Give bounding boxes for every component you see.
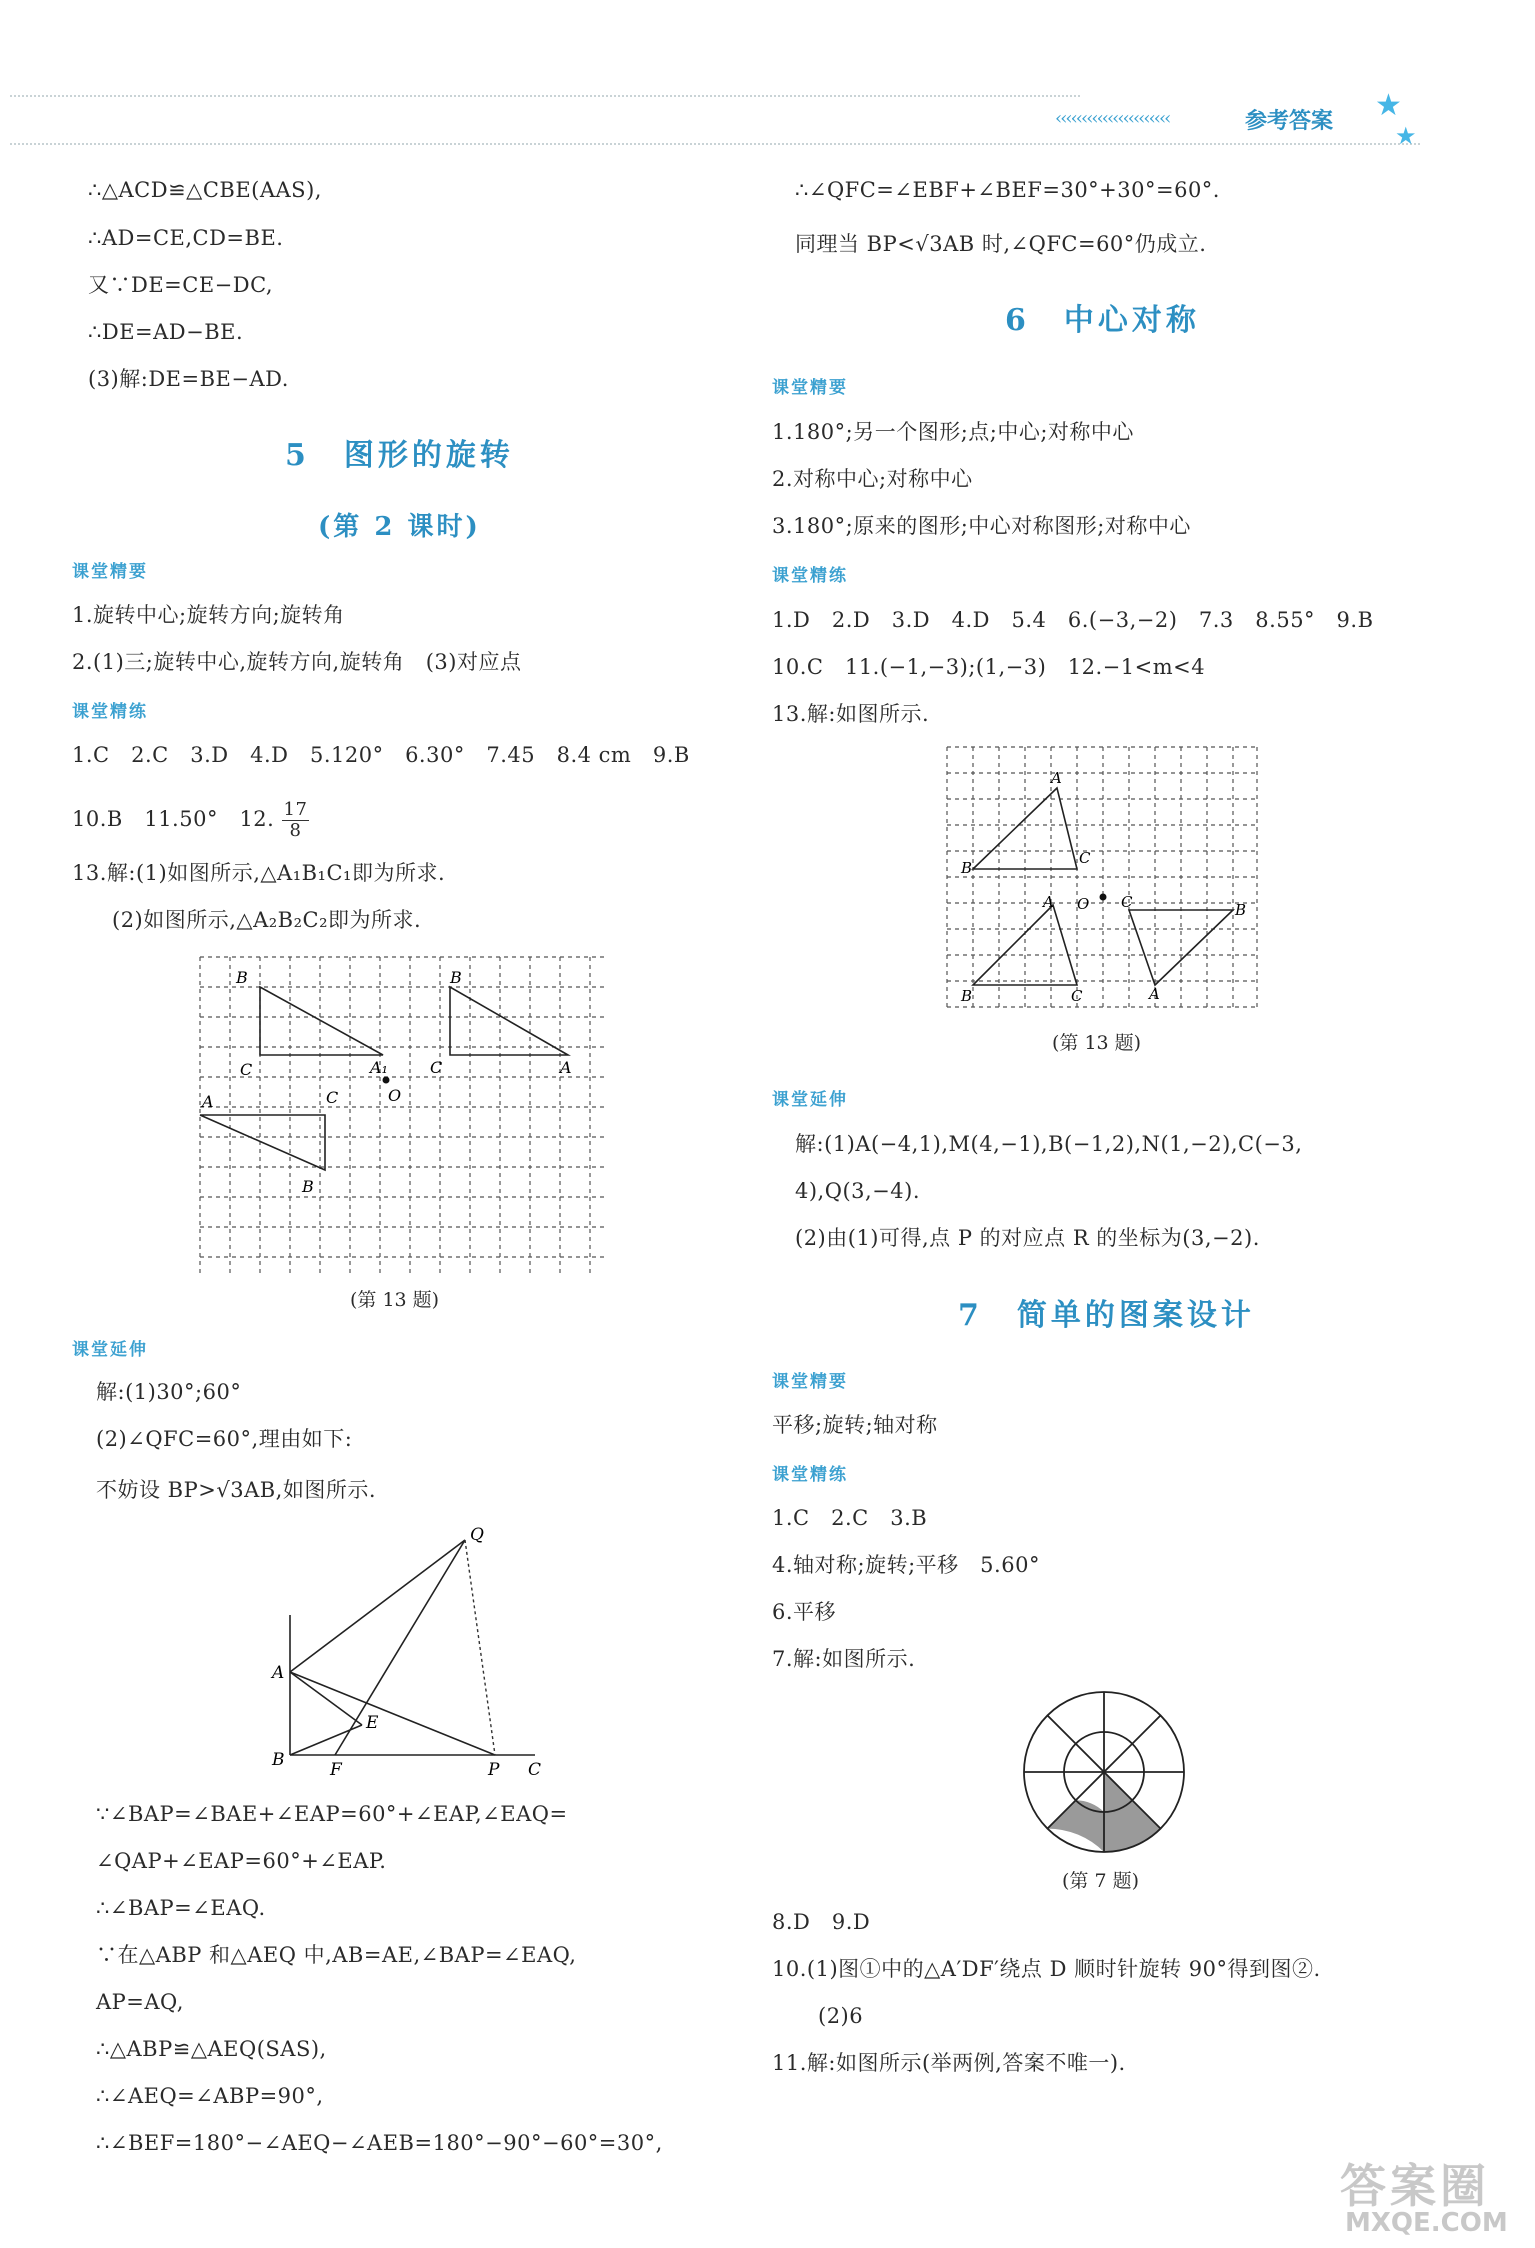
r-label-a1: A: [1043, 893, 1054, 911]
right-label-jinglian: 课堂精练: [772, 566, 848, 586]
proof-line-4: ∵在△ABP 和△AEQ 中,AB=AE,∠BAP=∠EAQ,: [96, 1943, 577, 1967]
label-c1: C: [430, 1058, 443, 1077]
left-jingyao-2: 2.(1)三;旋转中心,旋转方向,旋转角 (3)对应点: [72, 650, 522, 674]
right-jingyao-2: 2.对称中心;对称中心: [772, 467, 973, 491]
r-label-a: A: [1051, 769, 1062, 787]
r-label-o: O: [1077, 895, 1090, 913]
triangle-a1b1c1: [450, 987, 568, 1055]
proof-line-2: ∠QAP+∠EAP=60°+∠EAP.: [96, 1849, 387, 1873]
caption-7: (第 7 题): [1062, 1870, 1139, 1892]
left-yanshen-3: 不妨设 BP>√3AB,如图所示.: [96, 1478, 377, 1502]
right-label-jingyao-7: 课堂精要: [772, 1372, 848, 1392]
left-caption-13: (第 13 题): [350, 1289, 440, 1311]
left-yanshen-2: (2)∠QFC=60°,理由如下:: [96, 1427, 353, 1451]
right-jingyao-3: 3.180°;原来的图形;中心对称图形;对称中心: [772, 514, 1191, 538]
label-a: A₁: [370, 1058, 388, 1077]
right-jinglian7-4: 7.解:如图所示.: [772, 1647, 916, 1671]
geo-label-e: E: [366, 1713, 379, 1733]
proof-line-8: ∴∠BEF=180°−∠AEQ−∠AEB=180°−90°−60°=30°,: [96, 2131, 663, 2155]
section-6-title: 6 中心对称: [1005, 303, 1200, 338]
label-ketang-jinglian: 课堂精练: [72, 702, 148, 722]
r-label-c2: C: [1071, 987, 1083, 1005]
geo-label-f: F: [330, 1760, 342, 1780]
left-jinglian-2: [72, 800, 309, 841]
right-jinglian-2: 10.C 11.(−1,−3);(1,−3) 12.−1<m<4: [772, 655, 1206, 679]
left-yanshen-1: 解:(1)30°;60°: [96, 1380, 242, 1404]
right-line-1: ∴∠QFC=∠EBF+∠BEF=30°+30°=60°.: [795, 178, 1220, 202]
geo-label-p: P: [488, 1760, 500, 1780]
right-jingyao7: 平移;旋转;轴对称: [772, 1413, 938, 1437]
right-jingyao-1: 1.180°;另一个图形;点;中心;对称中心: [772, 420, 1134, 444]
right-label-jingyao: 课堂精要: [772, 378, 848, 398]
point-o: [383, 1077, 390, 1084]
right-yanshen-2: 4),Q(3,−4).: [795, 1179, 920, 1203]
star-icon: ★: [1375, 88, 1402, 123]
label-ketang-yanshen: 课堂延伸: [72, 1340, 148, 1360]
right-tail-1: 8.D 9.D: [772, 1910, 871, 1934]
section-5-title: 5 图形的旋转: [285, 438, 514, 473]
right-jinglian7-1: 1.C 2.C 3.B: [772, 1506, 928, 1530]
right-jinglian-1: 1.D 2.D 3.D 4.D 5.4 6.(−3,−2) 7.3 8.55° 9.B: [772, 608, 1374, 632]
r-label-c1: C: [1121, 893, 1133, 911]
star-icon-small: ★: [1395, 122, 1417, 150]
geo-label-q: Q: [470, 1525, 484, 1545]
r-label-b1: B: [1235, 901, 1247, 919]
left-jinglian-1: 1.C 2.C 3.D 4.D 5.120° 6.30° 7.45 8.4 cm 9.B: [72, 743, 690, 767]
left-jingyao-1: 1.旋转中心;旋转方向;旋转角: [72, 603, 345, 627]
header-dotted-rule-2: [10, 143, 1420, 145]
label-a1: A: [560, 1058, 572, 1077]
label-b1: B: [450, 968, 462, 987]
segment-aq: [290, 1540, 465, 1672]
right-yanshen-3: (2)由(1)可得,点 P 的对应点 R 的坐标为(3,−2).: [795, 1226, 1260, 1250]
left-line-3: 又∵DE=CE−DC,: [88, 273, 274, 297]
label-b2: B: [302, 1177, 314, 1196]
left-q13-b: (2)如图所示,△A₂B₂C₂即为所求.: [112, 908, 422, 932]
triangle-abc: [260, 987, 383, 1055]
geometry-figure: [260, 1520, 560, 1790]
left-line-4: ∴DE=AD−BE.: [88, 320, 244, 344]
r-label-b: B: [961, 859, 973, 877]
label-ketang-jingyao: 课堂精要: [72, 562, 148, 582]
watermark-logo: 答案圈: [1340, 2159, 1490, 2213]
watermark-site: MXQE.COM: [1345, 2208, 1508, 2238]
proof-line-1: ∵∠BAP=∠BAE+∠EAP=60°+∠EAP,∠EAQ=: [96, 1802, 568, 1826]
label-a2: A: [202, 1092, 214, 1111]
header-dotted-rule: [10, 95, 1080, 97]
r-label-b2: B: [961, 987, 973, 1005]
geo-label-b: B: [272, 1750, 285, 1770]
right-label-jinglian-7: 课堂精练: [772, 1465, 848, 1485]
fraction-denominator: 8: [289, 820, 302, 841]
label-c2: C: [326, 1088, 339, 1107]
proof-line-3: ∴∠BAP=∠EAQ.: [96, 1896, 266, 1920]
circle-pattern-figure: [1022, 1690, 1186, 1854]
grid-lines: [947, 747, 1257, 1007]
proof-line-6: ∴△ABP≌△AEQ(SAS),: [96, 2037, 327, 2061]
fraction-numerator: 17: [283, 799, 308, 820]
label-b: B: [236, 968, 248, 987]
segment-qp: [465, 1540, 495, 1755]
proof-line-7: ∴∠AEQ=∠ABP=90°,: [96, 2084, 324, 2108]
r-label-c: C: [1079, 849, 1091, 867]
r-label-a2: A: [1149, 985, 1160, 1003]
right-line-2: 同理当 BP<√3AB 时,∠QFC=60°仍成立.: [795, 232, 1207, 256]
triangle-a2b2c2: [200, 1115, 325, 1170]
left-jinglian-2-text: 10.B 11.50° 12.: [72, 807, 275, 831]
right-tail-2: 10.(1)图①中的△A′DF′绕点 D 顺时针旋转 90°得到图②.: [772, 1957, 1321, 1981]
right-grid-figure: [945, 745, 1259, 1011]
right-tail-3: (2)6: [818, 2004, 864, 2028]
right-tail-4: 11.解:如图所示(举两例,答案不唯一).: [772, 2051, 1126, 2075]
proof-line-5: AP=AQ,: [96, 1990, 184, 2014]
geo-label-a: A: [272, 1663, 285, 1683]
left-line-5: (3)解:DE=BE−AD.: [88, 367, 289, 391]
geo-label-c: C: [528, 1760, 542, 1780]
segment-fq: [335, 1540, 465, 1755]
right-jinglian-3: 13.解:如图所示.: [772, 702, 930, 726]
header-chevrons: ‹‹‹‹‹‹‹‹‹‹‹‹‹‹‹‹‹‹‹‹‹‹: [1055, 108, 1170, 129]
right-jinglian7-3: 6.平移: [772, 1600, 837, 1624]
segment-ae: [290, 1672, 362, 1725]
left-q13-a: 13.解:(1)如图所示,△A₁B₁C₁即为所求.: [72, 861, 446, 885]
label-o: O: [388, 1086, 402, 1105]
section-7-title: 7 简单的图案设计: [958, 1298, 1255, 1333]
left-line-2: ∴AD=CE,CD=BE.: [88, 226, 284, 250]
section-5-subtitle: (第 2 课时): [318, 512, 481, 542]
right-yanshen-1: 解:(1)A(−4,1),M(4,−1),B(−1,2),N(1,−2),C(−3,: [795, 1132, 1303, 1156]
fraction: [282, 800, 310, 841]
right-point-o: [1100, 894, 1107, 901]
header-title: 参考答案: [1245, 108, 1334, 134]
right-jinglian7-2: 4.轴对称;旋转;平移 5.60°: [772, 1553, 1040, 1577]
left-line-1: ∴△ACD≌△CBE(AAS),: [88, 178, 322, 202]
label-c: C: [240, 1060, 253, 1079]
right-label-yanshen: 课堂延伸: [772, 1090, 848, 1110]
left-grid-figure: [198, 955, 608, 1277]
right-caption-13: (第 13 题): [1052, 1032, 1142, 1054]
